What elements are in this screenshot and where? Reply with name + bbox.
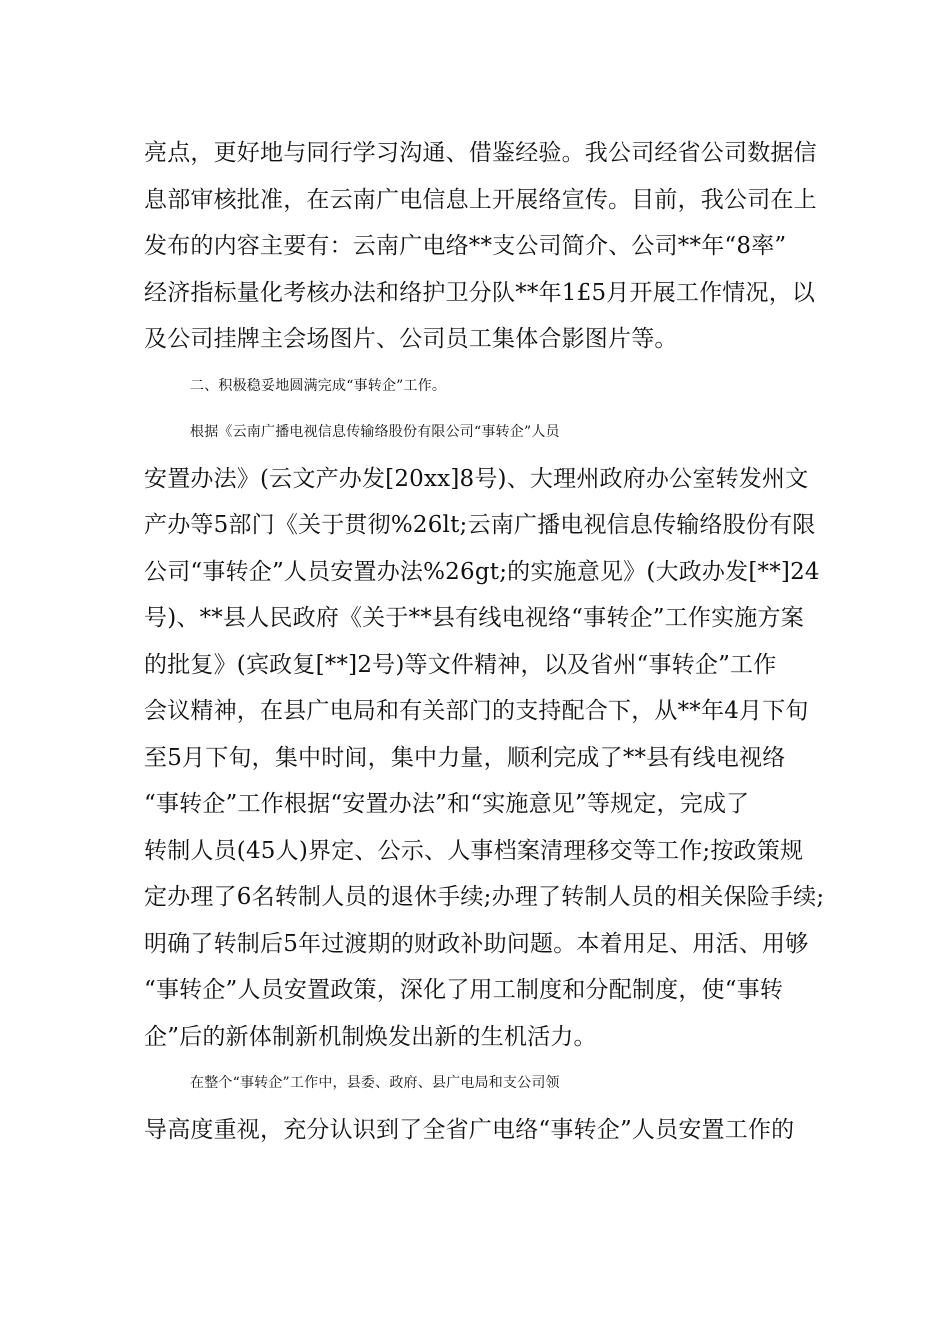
text-line: 定办理了6名转制人员的退休手续;办理了转制人员的相关保险手续; — [144, 884, 825, 910]
text-line: 导高度重视，充分认识到了全省广电络“事转企”人员安置工作的 — [144, 1116, 795, 1143]
text-line: 明确了转制后5年过渡期的财政补助问题。本着用足、用活、用够 — [144, 930, 809, 957]
text-line: 会议精神，在县广电局和有关部门的支持配合下，从**年4月下旬 — [144, 698, 809, 724]
text-line: 在整个“事转企”工作中，县委、政府、县广电局和支公司领 — [190, 1075, 560, 1091]
text-line: 根据《云南广播电视信息传输络股份有限公司“事转企”人员 — [190, 424, 560, 440]
text-line: 产办等5部门《关于贯彻%26lt;云南广播电视信息传输络股份有限 — [144, 512, 816, 538]
text-line: 安置办法》(云文产办发[20xx]8号)、大理州政府办公室转发州文 — [144, 465, 809, 492]
text-line: 及公司挂牌主会场图片、公司员工集体合影图片等。 — [144, 326, 678, 352]
text-line: “事转企”人员安置政策，深化了用工制度和分配制度，使“事转 — [144, 977, 784, 1003]
text-line: 二、积极稳妥地圆满完成“事转企”工作。 — [190, 377, 447, 394]
text-line: 转制人员(45人)界定、公示、人事档案清理移交等工作;按政策规 — [144, 837, 804, 864]
text-line: 的批复》(宾政复[**]2号)等文件精神，以及省州“事转企”工作 — [144, 651, 777, 678]
text-line: 企”后的新体制新机制焕发出新的生机活力。 — [144, 1023, 597, 1050]
body-text — [144, 130, 824, 1153]
text-line: 公司“事转企”人员安置办法%26gt;的实施意见》(大政办发[**]24 — [144, 558, 820, 585]
text-line: 亮点，更好地与同行学习沟通、借鉴经验。我公司经省公司数据信 — [144, 140, 817, 166]
text-line: 号)、**县人民政府《关于**县有线电视络“事转企”工作实施方案 — [144, 605, 804, 631]
text-line: 息部审核批准，在云南广电信息上开展络宣传。目前，我公司在上 — [144, 186, 817, 213]
text-line: “事转企”工作根据“安置办法”和“实施意见”等规定，完成了 — [144, 791, 750, 817]
text-line: 发布的内容主要有：云南广电络**支公司简介、公司**年“8率” — [144, 233, 787, 259]
text-line: 经济指标量化考核办法和络护卫分队**年1£5月开展工作情况，以 — [144, 279, 816, 306]
text-line: 至5月下旬，集中时间，集中力量，顺利完成了**县有线电视络 — [144, 744, 786, 771]
